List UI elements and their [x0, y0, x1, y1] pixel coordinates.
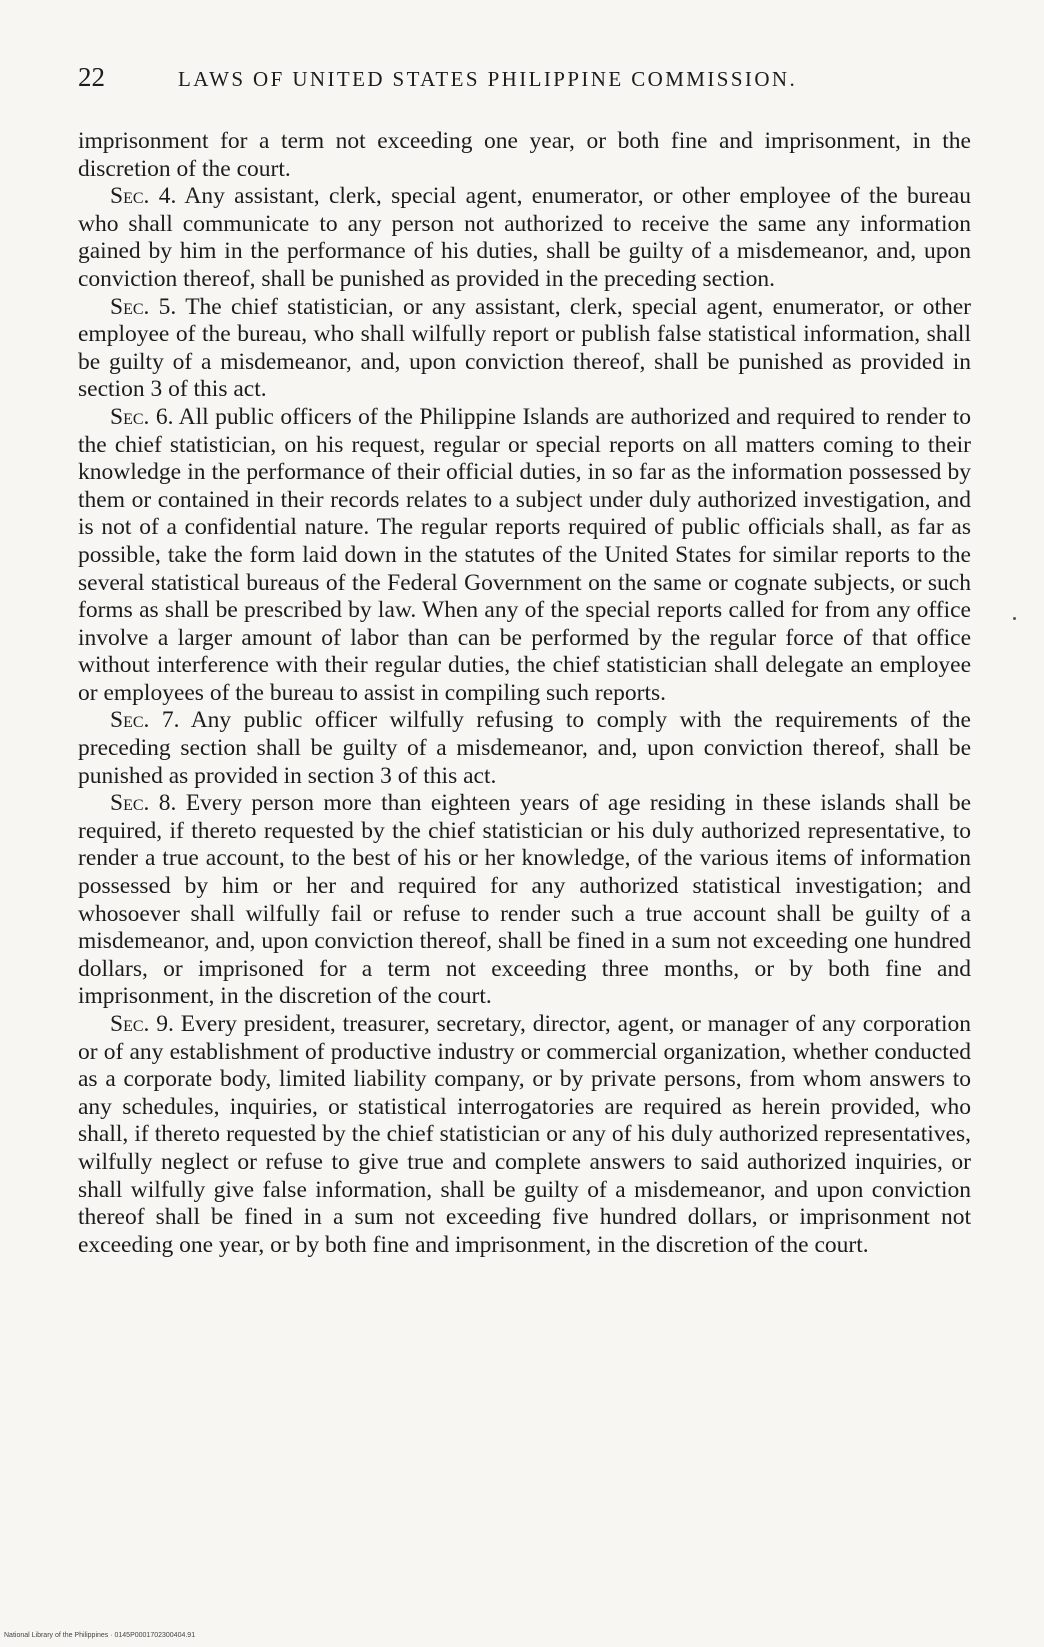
section-text: The chief statistician, or any assistant, clerk, special agent, enumerator, or other employee of the bureau, who shall wilfully report or publish false statistical information, shall be guilty of a misdemeanor, and, upon conviction thereof, shall be punished as provided in section 3 of this act.	[78, 293, 971, 403]
section-label: Sec. 5.	[110, 293, 177, 320]
section-text: Any assistant, clerk, special agent, enumerator, or other employee of the bureau who shall communicate to any person not authorized to receive the same any information gained by him in the performance of his duties, shall be guilty of a misdemeanor, and, upon conviction thereof, shall be punished as provided in the preceding section.	[78, 183, 971, 292]
section-label: Sec. 8.	[110, 790, 177, 817]
section-7	[78, 707, 971, 790]
paragraph-text: imprisonment for a term not exceeding one year, or both fine and imprisonment, in the discretion of the court.	[78, 128, 971, 182]
scan-footer: National Library of the Philippines · 0145P0001702300404.91	[4, 1632, 196, 1639]
section-8	[78, 790, 971, 1011]
scan-speck	[1013, 617, 1016, 620]
body-text	[78, 128, 971, 1259]
section-label: Sec. 4.	[110, 183, 177, 210]
page-header	[78, 62, 971, 106]
section-label: Sec. 9.	[110, 1011, 174, 1037]
section-label: Sec. 6.	[110, 403, 174, 430]
running-head: LAWS OF UNITED STATES PHILIPPINE COMMISSION.	[178, 67, 798, 91]
section-text: Every person more than eighteen years of age residing in these islands shall be required, if thereto requested by the chief statistician or his duly authorized representative, to render a true account, to the best of his or her knowledge, of the various items of information possessed by him or her and required for any authorized statistical investigation; and whosoever shall wilfully fail or refuse to render such a true account shall be guilty of a misdemeanor, and, upon conviction thereof, shall be fined in a sum not exceeding one hundred dollars, or imprisoned for a term not exceeding three months, or by both fine and imprisonment, in the discretion of the court.	[78, 790, 972, 1010]
section-6	[78, 404, 971, 708]
section-text: Any public officer wilfully refusing to comply with the requirements of the preceding section shall be guilty of a misdemeanor, and, upon conviction thereof, shall be punished as provided in section 3 of this act.	[78, 707, 971, 789]
section-text: Every president, treasurer, secretary, director, agent, or manager of any corporation or of any establishment of productive industry or commercial organization, whether conducted as a corporate body, limited liability company, or by private persons, from whom answers to any schedules, inquiries, or statistical interrogatories are required as herein provided, who shall, if thereto requested by the chief statistician or any of his duly authorized representatives, wilfully neglect or refuse to give true and complete answers to said authorized inquiries, or shall wilfully give false information, shall be guilty of a misdemeanor, and upon conviction thereof shall be fined in a sum not exceeding five hundred dollars, or imprisonment not exceeding one year, or by both fine and imprisonment, in the discretion of the court.	[78, 1011, 972, 1258]
section-4	[78, 183, 971, 293]
section-5	[78, 294, 971, 404]
section-label: Sec. 7.	[110, 707, 180, 734]
section-9	[78, 1011, 971, 1259]
section-text: All public officers of the Philippine Islands are authorized and required to render to the chief statistician, on his request, regular or special reports on all matters coming to their knowledge in the performance of their official duties, in so far as the information possessed by them or contained in their records relates to a subject under duly authorized investigation, and is not of a confidential nature. The regular reports required of public officials shall, as far as possible, take the form laid down in the statutes of the United States for similar reports to the several statistical bureaus of the Federal Government on the same or cognate subjects, or such forms as shall be prescribed by law. When any of the special reports called for from any office involve a larger amount of labor than can be performed by the regular force of that office without interference with their regular duties, the chief statistician shall delegate an employee or employees of the bureau to assist in compiling such reports.	[78, 403, 971, 706]
document-page	[78, 62, 971, 1259]
paragraph-continuation	[78, 128, 971, 183]
page-number: 22	[78, 62, 105, 92]
